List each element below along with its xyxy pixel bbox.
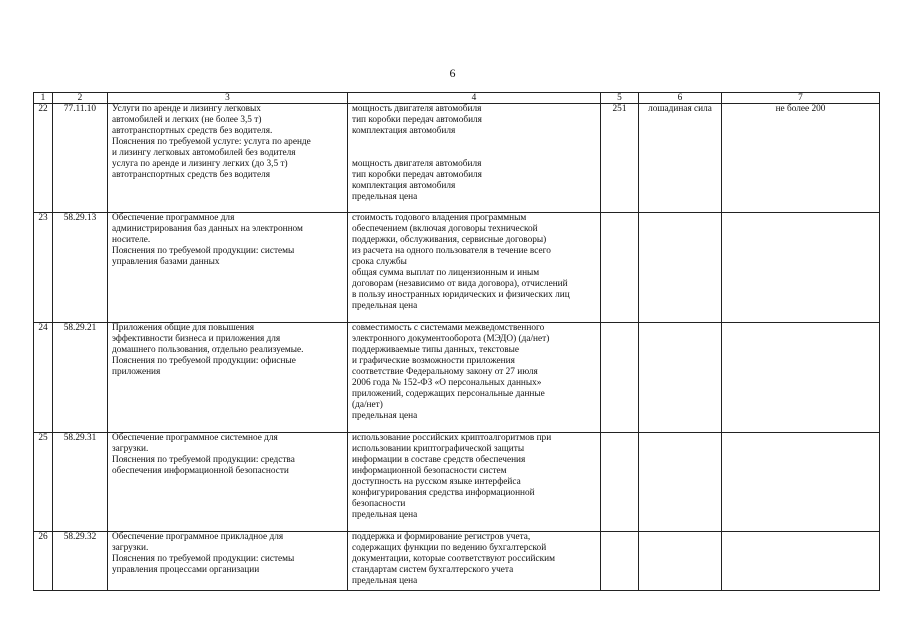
characteristic-line: предельная цена (352, 192, 418, 202)
characteristic-line: и графические возможности приложения (352, 356, 515, 366)
row-number: 23 (34, 213, 53, 323)
unit-name (639, 433, 722, 532)
description-line: автотранспортных средств без водителя. (112, 126, 273, 136)
header-col-7: 7 (722, 93, 880, 104)
okpd-code: 58.29.31 (53, 433, 108, 532)
item-description (108, 213, 348, 323)
characteristic-line: приложений, содержащих персональные данные (352, 389, 545, 399)
characteristic-line: информации в составе средств обеспечения (352, 455, 526, 465)
characteristic-line: комплектация автомобиля (352, 126, 456, 136)
description-line: Пояснения по требуемой продукции: офисные (112, 356, 296, 366)
item-characteristics (348, 532, 601, 591)
description-line: автомобилей и легких (не более 3,5 т) (112, 115, 262, 125)
characteristic-line: предельная цена (352, 411, 418, 421)
characteristic-line: содержащих функции по ведению бухгалтерской (352, 543, 547, 553)
unit-code (601, 532, 639, 591)
table-row (34, 433, 880, 532)
table-row (34, 323, 880, 433)
description-line: Услуги по аренде и лизингу легковых (112, 104, 261, 114)
item-characteristics (348, 323, 601, 433)
description-line: управления процессами организации (112, 565, 260, 575)
value (722, 532, 880, 591)
description-line: Пояснения по требуемой услуге: услуга по аренде (112, 137, 311, 147)
description-line: Пояснения по требуемой продукции: системы (112, 246, 295, 256)
item-description (108, 104, 348, 213)
characteristic-line: тип коробки передач автомобиля (352, 115, 482, 125)
unit-name (639, 323, 722, 433)
characteristic-line: документации, которые соответствуют российским (352, 554, 556, 564)
characteristic-line: предельная цена (352, 301, 418, 311)
value (722, 213, 880, 323)
description-line: Приложения общие для повышения (112, 323, 255, 333)
okpd-code: 58.29.13 (53, 213, 108, 323)
okpd-code: 58.29.32 (53, 532, 108, 591)
characteristic-line: электронного документооборота (МЭДО) (да/нет) (352, 334, 550, 344)
page-number: 6 (449, 66, 456, 80)
header-col-3: 3 (108, 93, 348, 104)
description-line: носителе. (112, 235, 151, 245)
characteristic-line: конфигурирования средства информационной (352, 488, 535, 498)
item-characteristics (348, 433, 601, 532)
characteristic-line: информационной безопасности систем (352, 466, 507, 476)
unit-name (639, 532, 722, 591)
item-description (108, 433, 348, 532)
characteristic-line: мощность двигателя автомобиля (352, 159, 482, 169)
header-row (34, 93, 880, 104)
description-line: приложения (112, 367, 161, 377)
characteristic-line: предельная цена (352, 510, 418, 520)
unit-code (601, 433, 639, 532)
row-number: 22 (34, 104, 53, 213)
characteristic-line: поддержка и формирование регистров учета, (352, 532, 531, 542)
characteristic-line: 2006 года № 152-ФЗ «О персональных данных» (352, 378, 542, 388)
characteristic-line: безопасности (352, 499, 406, 509)
description-line: автотранспортных средств без водителя (112, 170, 270, 180)
description-line: Пояснения по требуемой продукции: средства (112, 455, 295, 465)
characteristic-line: (да/нет) (352, 400, 383, 410)
spacer (352, 148, 596, 159)
row-number: 25 (34, 433, 53, 532)
description-line: загрузки. (112, 543, 149, 553)
characteristic-line: поддержки, обслуживания, сервисные договоры) (352, 235, 547, 245)
characteristic-line: использование российских криптоалгоритмов при (352, 433, 552, 443)
characteristic-line: общая сумма выплат по лицензионным и иным (352, 268, 540, 278)
characteristic-line: тип коробки передач автомобиля (352, 170, 482, 180)
characteristic-line: стандартам систем бухгалтерского учета (352, 565, 514, 575)
item-characteristics (348, 104, 601, 213)
row-number: 26 (34, 532, 53, 591)
characteristic-line: договорам (независимо от вида договора), отчислений (352, 279, 568, 289)
row-number: 24 (34, 323, 53, 433)
unit-code (601, 213, 639, 323)
description-line: и лизингу легковых автомобилей без водителя (112, 148, 296, 158)
characteristic-line: соответствие Федеральному закону от 27 июля (352, 367, 538, 377)
header-col-2: 2 (53, 93, 108, 104)
requirements-table (33, 92, 880, 591)
characteristic-line: предельная цена (352, 576, 418, 586)
description-line: эффективности бизнеса и приложения для (112, 334, 281, 344)
description-line: Обеспечение программное для (112, 213, 235, 223)
characteristic-line: поддерживаемые типы данных, текстовые (352, 345, 519, 355)
okpd-code: 58.29.21 (53, 323, 108, 433)
item-characteristics (348, 213, 601, 323)
description-line: услуга по аренде и лизингу легких (до 3,5 т) (112, 159, 288, 169)
header-col-4: 4 (348, 93, 601, 104)
unit-name: лошадиная сила (639, 104, 722, 213)
characteristic-line: в пользу иностранных юридических и физических лиц (352, 290, 570, 300)
item-description (108, 532, 348, 591)
unit-name (639, 213, 722, 323)
unit-code: 251 (601, 104, 639, 213)
characteristic-line: использовании криптографической защиты (352, 444, 525, 454)
characteristic-line: стоимость годового владения программным (352, 213, 527, 223)
characteristic-line: обеспечением (включая договоры технической (352, 224, 538, 234)
spacer (352, 137, 596, 148)
unit-code (601, 323, 639, 433)
value (722, 433, 880, 532)
item-description (108, 323, 348, 433)
header-col-1: 1 (34, 93, 53, 104)
description-line: загрузки. (112, 444, 149, 454)
header-col-5: 5 (601, 93, 639, 104)
characteristic-line: из расчета на одного пользователя в течение всего (352, 246, 551, 256)
description-line: Обеспечение программное системное для (112, 433, 278, 443)
characteristic-line: срока службы (352, 257, 407, 267)
characteristic-line: доступность на русском языке интерфейса (352, 477, 521, 487)
characteristic-line: совместимость с системами межведомственного (352, 323, 545, 333)
okpd-code: 77.11.10 (53, 104, 108, 213)
header-col-6: 6 (639, 93, 722, 104)
description-line: Обеспечение программное прикладное для (112, 532, 284, 542)
value: не более 200 (722, 104, 880, 213)
description-line: обеспечения информационной безопасности (112, 466, 289, 476)
table-row (34, 532, 880, 591)
table-row (34, 104, 880, 213)
description-line: управления базами данных (112, 257, 220, 267)
description-line: администрирования баз данных на электронном (112, 224, 303, 234)
description-line: домашнего пользования, отдельно реализуемые. (112, 345, 304, 355)
characteristic-line: мощность двигателя автомобиля (352, 104, 482, 114)
table-row (34, 213, 880, 323)
value (722, 323, 880, 433)
characteristic-line: комплектация автомобиля (352, 181, 456, 191)
description-line: Пояснения по требуемой продукции: системы (112, 554, 295, 564)
